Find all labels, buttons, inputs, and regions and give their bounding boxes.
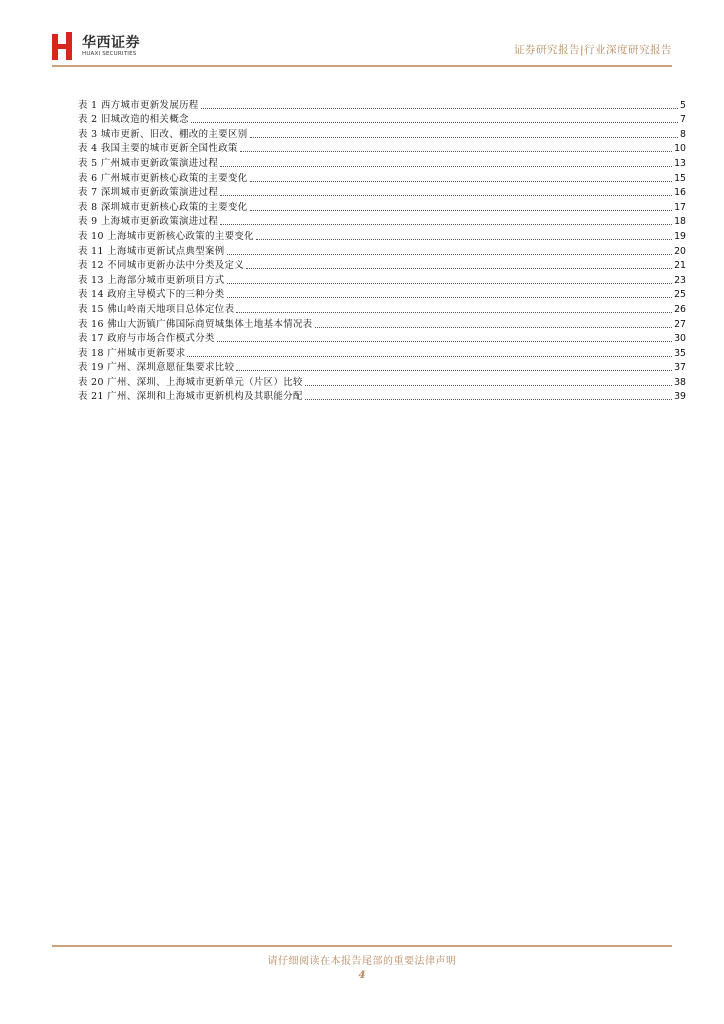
toc-leader-dots bbox=[227, 254, 672, 255]
logo-chinese-name: 华西证券 bbox=[82, 35, 140, 51]
toc-leader-dots bbox=[256, 239, 672, 240]
page-number: 4 bbox=[358, 970, 366, 981]
toc-entry[interactable] bbox=[78, 272, 686, 287]
toc-entry-title: 表 7 深圳城市更新政策演进过程 bbox=[78, 187, 219, 199]
toc-entry[interactable] bbox=[78, 389, 686, 404]
toc-entry[interactable] bbox=[78, 243, 686, 258]
toc-entry-page: 13 bbox=[674, 157, 686, 169]
toc-entry-title: 表 10 上海城市更新核心政策的主要变化 bbox=[78, 230, 254, 242]
toc-leader-dots bbox=[305, 399, 672, 400]
toc-leader-dots bbox=[305, 385, 672, 386]
toc-entry-page: 20 bbox=[674, 245, 686, 257]
footer-divider bbox=[52, 945, 672, 947]
toc-entry[interactable] bbox=[78, 97, 686, 112]
toc-leader-dots bbox=[250, 210, 673, 211]
toc-entry-title: 表 3 城市更新、旧改、棚改的主要区别 bbox=[78, 128, 248, 140]
toc-entry-page: 8 bbox=[680, 128, 686, 140]
company-logo bbox=[52, 30, 212, 66]
toc-entry-title: 表 16 佛山大沥镇广佛国际商贸城集体土地基本情况表 bbox=[78, 318, 313, 330]
toc-leader-dots bbox=[240, 151, 672, 152]
toc-entry-title: 表 19 广州、深圳意愿征集要求比较 bbox=[78, 362, 235, 374]
toc-leader-dots bbox=[220, 224, 672, 225]
toc-entry[interactable] bbox=[78, 199, 686, 214]
toc-entry-title: 表 2 旧城改造的相关概念 bbox=[78, 114, 189, 126]
toc-entry[interactable] bbox=[78, 316, 686, 331]
toc-entry-page: 39 bbox=[674, 391, 686, 403]
toc-entry-title: 表 14 政府主导模式下的三种分类 bbox=[78, 289, 225, 301]
toc-entry-title: 表 1 西方城市更新发展历程 bbox=[78, 99, 199, 111]
toc-entry[interactable] bbox=[78, 345, 686, 360]
toc-entry-title: 表 13 上海部分城市更新项目方式 bbox=[78, 274, 225, 286]
toc-entry-title: 表 12 不同城市更新办法中分类及定义 bbox=[78, 260, 245, 272]
toc-entry-title: 表 8 深圳城市更新核心政策的主要变化 bbox=[78, 201, 248, 213]
toc-entry-title: 表 20 广州、深圳、上海城市更新单元（片区）比较 bbox=[78, 376, 303, 388]
toc-leader-dots bbox=[217, 341, 672, 342]
toc-entry[interactable] bbox=[78, 155, 686, 170]
legal-disclaimer: 请仔细阅读在本报告尾部的重要法律声明 bbox=[267, 956, 457, 967]
toc-leader-dots bbox=[191, 122, 678, 123]
toc-entry[interactable] bbox=[78, 170, 686, 185]
toc-entry[interactable] bbox=[78, 185, 686, 200]
toc-entry-page: 35 bbox=[674, 347, 686, 359]
report-type-label: 证券研究报告|行业深度研究报告 bbox=[513, 44, 672, 56]
toc-entry-title: 表 21 广州、深圳和上海城市更新机构及其职能分配 bbox=[78, 391, 303, 403]
toc-entry-title: 表 15 佛山岭南天地项目总体定位表 bbox=[78, 303, 235, 315]
toc-entry-page: 21 bbox=[674, 260, 686, 272]
toc-entry[interactable] bbox=[78, 360, 686, 375]
toc-entry[interactable] bbox=[78, 331, 686, 346]
toc-entry[interactable] bbox=[78, 126, 686, 141]
toc-entry-page: 25 bbox=[674, 289, 686, 301]
toc-entry-page: 30 bbox=[674, 333, 686, 345]
toc-leader-dots bbox=[236, 312, 672, 313]
toc-entry-page: 10 bbox=[674, 143, 686, 155]
toc-entry[interactable] bbox=[78, 287, 686, 302]
toc-leader-dots bbox=[227, 297, 672, 298]
toc-entry-page: 15 bbox=[674, 172, 686, 184]
toc-entry-title: 表 11 上海城市更新试点典型案例 bbox=[78, 245, 225, 257]
toc-leader-dots bbox=[236, 370, 672, 371]
toc-leader-dots bbox=[220, 166, 672, 167]
toc-leader-dots bbox=[246, 268, 672, 269]
toc-entry-page: 23 bbox=[674, 274, 686, 286]
toc-entry[interactable] bbox=[78, 258, 686, 273]
toc-entry[interactable] bbox=[78, 112, 686, 127]
toc-leader-dots bbox=[227, 283, 672, 284]
toc-leader-dots bbox=[201, 108, 678, 109]
toc-entry-page: 5 bbox=[680, 99, 686, 111]
toc-leader-dots bbox=[250, 137, 679, 138]
toc-entry-page: 38 bbox=[674, 376, 686, 388]
toc-entry[interactable] bbox=[78, 214, 686, 229]
toc-entry-title: 表 4 我国主要的城市更新全国性政策 bbox=[78, 143, 238, 155]
toc-leader-dots bbox=[187, 356, 672, 357]
toc-entry[interactable] bbox=[78, 228, 686, 243]
toc-entry-title: 表 5 广州城市更新政策演进过程 bbox=[78, 157, 219, 169]
toc-leader-dots bbox=[315, 327, 673, 328]
toc-entry-page: 37 bbox=[674, 362, 686, 374]
logo-english-name: HUAXI SECURITIES bbox=[82, 51, 137, 57]
page-header bbox=[52, 30, 672, 70]
toc-entry-page: 18 bbox=[674, 216, 686, 228]
toc-entry-title: 表 9 上海城市更新政策演进过程 bbox=[78, 216, 219, 228]
huaxi-logo-icon bbox=[52, 32, 76, 60]
toc-entry-page: 27 bbox=[674, 318, 686, 330]
toc-entry[interactable] bbox=[78, 141, 686, 156]
table-of-contents bbox=[78, 97, 686, 403]
toc-leader-dots bbox=[220, 195, 672, 196]
toc-leader-dots bbox=[250, 181, 673, 182]
toc-entry-title: 表 18 广州城市更新要求 bbox=[78, 347, 186, 359]
toc-entry-title: 表 17 政府与市场合作模式分类 bbox=[78, 333, 215, 345]
toc-entry-title: 表 6 广州城市更新核心政策的主要变化 bbox=[78, 172, 248, 184]
toc-entry[interactable] bbox=[78, 301, 686, 316]
toc-entry-page: 19 bbox=[674, 230, 686, 242]
toc-entry[interactable] bbox=[78, 374, 686, 389]
toc-entry-page: 7 bbox=[680, 114, 686, 126]
toc-entry-page: 26 bbox=[674, 303, 686, 315]
header-divider bbox=[52, 65, 672, 67]
toc-entry-page: 17 bbox=[674, 201, 686, 213]
toc-entry-page: 16 bbox=[674, 187, 686, 199]
